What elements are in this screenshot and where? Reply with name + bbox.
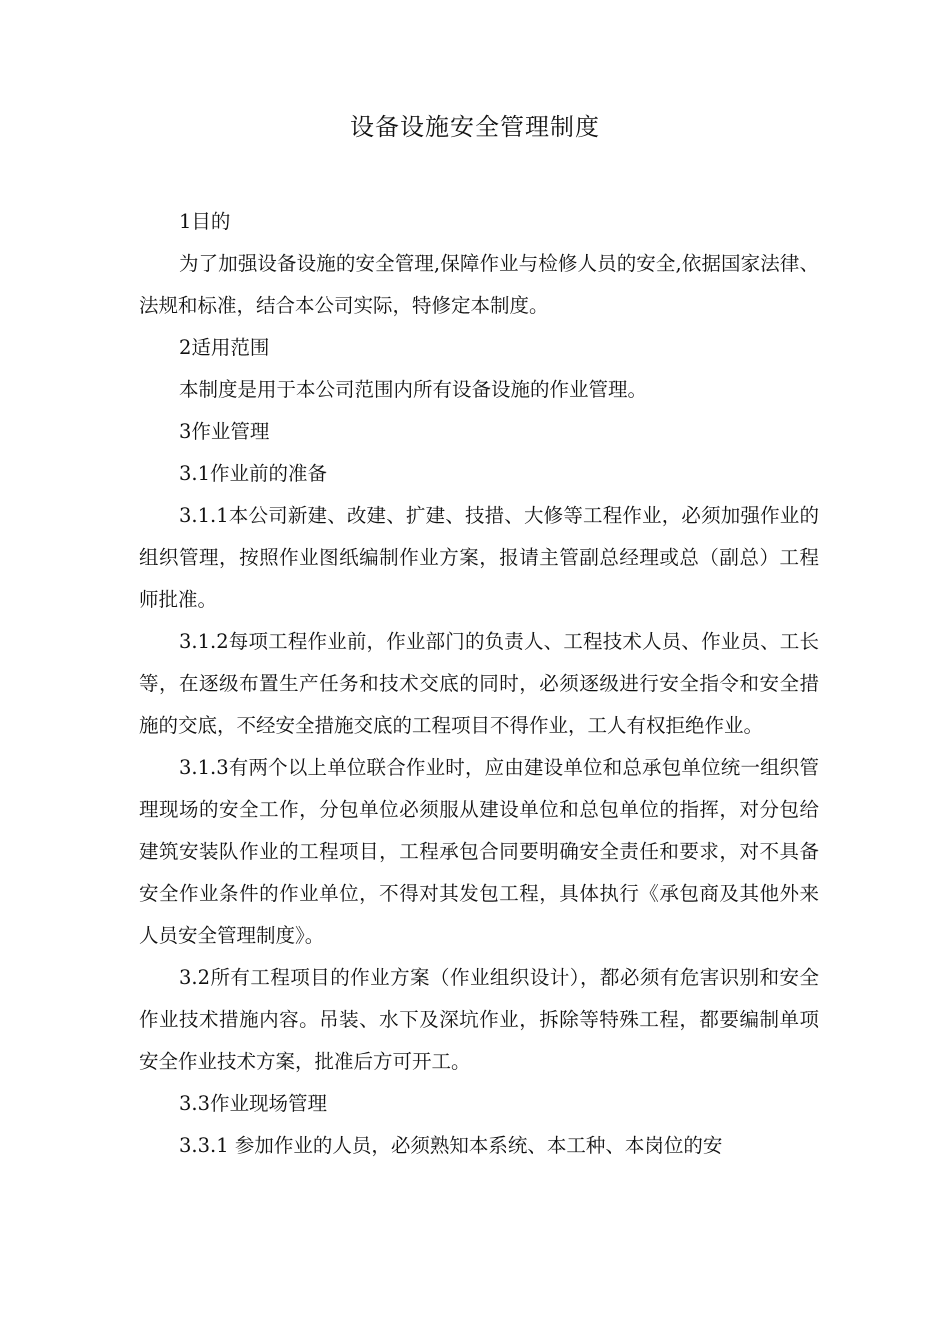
document-body	[139, 201, 819, 1167]
subsection-heading-preparation: 3.1作业前的准备	[179, 462, 328, 485]
paragraph-3-1-3: 3.1.3有两个以上单位联合作业时，应由建设单位和总承包单位统一组织管理现场的安全工作，分包单位必须服从建设单位和总包单位的指挥，对分包给建筑安装队作业的工程项目，工程承包合同要明确安全责任和要求，对不具备安全作业条件的作业单位，不得对其发包工程，具体执行《承包商及其他外来人员安全管理制度》。	[139, 756, 819, 947]
section-heading-purpose: 1目的	[179, 210, 231, 233]
document-title: 设备设施安全管理制度	[350, 113, 600, 141]
paragraph-scope: 本制度是用于本公司范围内所有设备设施的作业管理。	[179, 378, 648, 401]
paragraph-3-1-2: 3.1.2每项工程作业前，作业部门的负责人、工程技术人员、作业员、工长等，在逐级布置生产任务和技术交底的同时，必须逐级进行安全指令和安全措施的交底，不经安全措施交底的工程项目不得作业，工人有权拒绝作业。	[139, 630, 819, 737]
section-heading-work-management: 3作业管理	[179, 420, 270, 443]
paragraph-3-2: 3.2所有工程项目的作业方案（作业组织设计），都必须有危害识别和安全作业技术措施内容。吊装、水下及深坑作业，拆除等特殊工程，都要编制单项安全作业技术方案，批准后方可开工。	[139, 966, 819, 1073]
paragraph-purpose: 为了加强设备设施的安全管理,保障作业与检修人员的安全,依据国家法律、法规和标准，结合本公司实际，特修定本制度。	[139, 252, 819, 317]
paragraph-3-3-1: 3.3.1 参加作业的人员，必须熟知本系统、本工种、本岗位的安	[179, 1134, 723, 1157]
subsection-heading-site-management: 3.3作业现场管理	[179, 1092, 328, 1115]
paragraph-3-1-1: 3.1.1本公司新建、改建、扩建、技措、大修等工程作业，必须加强作业的组织管理，按照作业图纸编制作业方案，报请主管副总经理或总（副总）工程师批准。	[139, 504, 819, 611]
section-heading-scope: 2适用范围	[179, 336, 270, 359]
